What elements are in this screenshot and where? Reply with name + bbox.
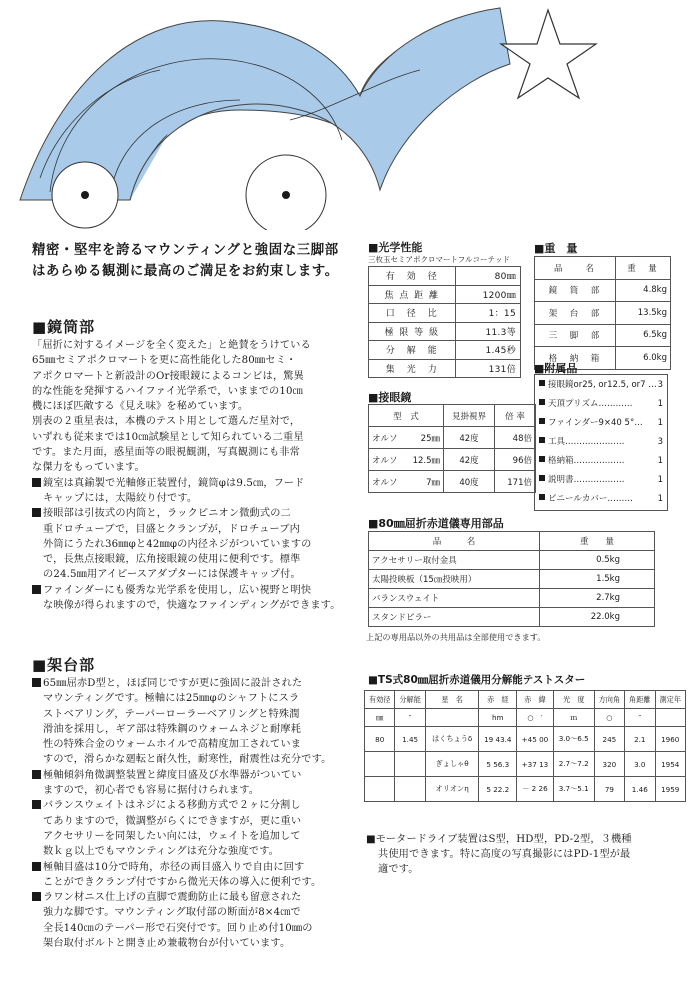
table-row: バランスウェイト 2.7kg [369, 589, 655, 608]
eyepiece-heading: ■接眼鏡 [368, 391, 412, 404]
test-stars-table [364, 690, 686, 802]
bullet-icon [32, 862, 41, 871]
bullet-item: ラワン材ニス仕上げの直脚で震動防止に最も留意された [32, 890, 331, 905]
weight-table [534, 256, 671, 370]
paragraph-line: です。また月面，惑星面等の眼視観測，写真観測にも非常 [32, 447, 300, 459]
bullet-item: 鏡室は真鍮製で光軸修正装置付，鏡筒φは9.5㎝，フード [32, 476, 341, 491]
table-row: オルソ 7㎜ 40度 171倍 [369, 471, 536, 493]
table-header-row: 品 名 重 量 [535, 257, 671, 280]
wheel-left-hub [81, 191, 89, 199]
table-row: スタンドピラー 22.0kg [369, 608, 655, 627]
parts-note: 上記の専用品以外の共用品は全部使用できます。 [366, 632, 546, 642]
hero-illustration [0, 0, 692, 230]
bullet-item: 65㎜屈赤D型と，ほぼ同じですが更に強固に設計された [32, 676, 331, 691]
table-row: オリオンη 5 22.2 － 2 26 3.7～5.1 79 1.46 1959 [365, 777, 686, 802]
bullet-icon [32, 800, 41, 809]
list-item: 格納箱……………… 1 [539, 452, 663, 471]
optics-heading: ■光学性能 [368, 241, 423, 254]
table-row: 80 1.45 はくちょうδ 19 43.4 +45 00 3.0～6.5 245 2.1 1960 [365, 727, 686, 752]
accessories-heading: ■附属品 [534, 362, 578, 375]
bullet-icon [539, 437, 545, 443]
test-stars-heading: ■TS式80㎜屈折赤道儀用分解能テストスター [368, 674, 586, 686]
paragraph-line: な傑力をもっています。 [32, 462, 145, 474]
paragraph-line: 機にほぼ匹敵する《見え味》を秘めています。 [32, 401, 249, 413]
weight-heading: ■重 量 [534, 242, 578, 255]
table-row: 焦 点 距 離 1200㎜ [369, 285, 521, 304]
parts-heading: ■80㎜屈折赤道儀専用部品 [368, 517, 504, 530]
table-row: 集 光 力 131倍 [369, 359, 521, 378]
table-row: 口 径 比 1：15 [369, 304, 521, 323]
paragraph-line: 「屈折に対するイメージを全く変えた」と絶賛をうけている [32, 340, 311, 351]
table-row: 架 台 部 13.5kg [535, 302, 671, 325]
table-row: オルソ 25㎜ 42度 48倍 [369, 427, 536, 449]
bullet-item: 極軸傾斜角微調整装置と緯度目盛及び水準器がついてい [32, 768, 331, 783]
list-item: ビニールカバー……… 1 [539, 490, 663, 509]
table-row: 太陽投映板（15㎝投映用） 1.5kg [369, 570, 655, 589]
bullet-item: 極軸目盛は10分で時角，赤径の両目盛入りで自由に回す [32, 860, 331, 875]
eyepiece-table [368, 404, 536, 493]
tagline-line: はあらゆる観測に最高のご満足をお約束します。 [32, 264, 339, 279]
bullet-item: ファインダーにも優秀な光学系を使用し，広い視野と明快 [32, 583, 341, 598]
table-row: 分 解 能 1.45秒 [369, 341, 521, 360]
table-header-row: 有効径 分解能 星 名 赤 経 赤 緯 光 度 方向角 角距離 測定年 [365, 691, 686, 709]
paragraph-line: いずれも従来までは10㎝試験星として知られている二重星 [32, 431, 304, 443]
parts-table [368, 531, 655, 627]
table-row: 有 効 径 80㎜ [369, 267, 521, 286]
table-row: 極 限 等 級 11.3等 [369, 322, 521, 341]
bullet-icon [539, 399, 545, 405]
bullet-icon [539, 418, 545, 424]
table-header-row: 型 式 見掛視界 倍 率 [369, 405, 536, 427]
bullet-icon [32, 892, 41, 901]
list-item: 接眼鏡or25, or12.5, or7 … 3 [539, 376, 663, 395]
table-row: 鏡 筒 部 4.8kg [535, 279, 671, 302]
paragraph-line: 65㎜セミアポクロマートを更に高性能化した80㎜セミ・ [32, 355, 297, 367]
motor-drive-note: ■モータードライブ装置はS型，HD型，PD-2型，３機種 共使用できます。特に高度の写真撮影にはPD-1型が最 適です。 [366, 834, 632, 875]
bullet-icon [539, 494, 545, 500]
list-item: 天頂プリズム………… 1 [539, 395, 663, 414]
bullet-icon [539, 456, 545, 462]
mount-section-heading: ■架台部 [32, 656, 96, 674]
list-item: ファインダー9×40 5°… 1 [539, 414, 663, 433]
table-row: 三 脚 部 6.5kg [535, 324, 671, 347]
bullet-icon [32, 770, 41, 779]
bullet-icon [32, 585, 41, 594]
table-row: アクセサリー取付金具 0.5kg [369, 551, 655, 570]
bullet-icon [539, 380, 545, 386]
optics-subtitle: 三枚玉セミアポクロマートフルコーテッド [368, 255, 510, 264]
bullet-icon [32, 478, 41, 487]
table-units-row: ㎜ ″ hm ○ ′ ｍ ○ ″ [365, 709, 686, 727]
list-item: 工具………………… 3 [539, 433, 663, 452]
table-header-row: 品 名 重 量 [369, 532, 655, 551]
bullet-icon [32, 508, 41, 517]
star-shape [501, 10, 596, 98]
paragraph-line: アポクロマートと新設計のOr接眼鏡によるコンビは，驚異 [32, 370, 304, 382]
optics-table [368, 266, 521, 378]
tagline [32, 240, 352, 282]
wheel-right-hub [282, 191, 290, 199]
bullet-icon [32, 678, 41, 687]
lens-section-body: 「屈折に対するイメージを全く変えた」と絶賛をうけている 65㎜セミアポクロマートを更に高性能化した80㎜セミ・ アポクロマートと新設計のOr接眼鏡によるコンビは，驚異 的な性能を発揮するハイファイ光学系で，いままでの10㎝ 機にほぼ匹敵する《見え味》を秘めています。 別表の２重星表は，本機のテスト用として選んだ星対で， いずれも従来までは10㎝試験星として知られている二重星 です。また月面，惑星面等の眼視観測，写真観測にも非常 な傑力をもっています。 鏡室は真鍮製で光軸修正装置付，鏡筒φは9.5㎝，フード キャップには，太陽絞り付です。 接眼部は引抜式の内筒と，ラックピニオン微動式の二 重ドロチューブで，目盛とクランプが，ドロチューブ内 外筒にうたれ36㎜φと42㎜φの内径ネジがついていますの で，長焦点接眼鏡，広角接眼鏡の使用に便利です。標準 の24.5㎜用アイピースアダプターには保護キャップ付。 ファインダーにも優秀な光学系を使用し，広い視野と明快 な映像が得られますので，快適なファインディングができます。 [32, 340, 341, 612]
bullet-item: 接眼部は引抜式の内筒と，ラックピニオン微動式の二 [32, 506, 341, 521]
bullet-icon [539, 475, 545, 481]
bullet-item: バランスウェイトはネジによる移動方式で２ヶに分割し [32, 798, 331, 813]
paragraph-line: 的な性能を発揮するハイファイ光学系で，いままでの10㎝ [32, 385, 303, 397]
list-item: 説明書……………… 1 [539, 471, 663, 490]
lens-section-heading: ■鏡筒部 [32, 318, 96, 336]
table-row: オルソ 12.5㎜ 42度 96倍 [369, 449, 536, 471]
accessories-list [534, 374, 668, 511]
table-row: ぎょしゃθ 5 56.3 +37 13 2.7～7.2 320 3.0 1954 [365, 752, 686, 777]
paragraph-line: 別表の２重星表は，本機のテスト用として選んだ星対で， [32, 416, 301, 428]
tagline-line: 精密・堅牢を誇るマウンティングと強固な三脚部 [32, 243, 339, 258]
table-row: 格 納 箱 6.0kg [535, 347, 671, 370]
mount-section-body: 65㎜屈赤D型と，ほぼ同じですが更に強固に設計された マウンティングです。極軸には25㎜φのシャフトにスラ ストベアリング，テーパーローラーベアリングと特殊潤 滑油を採用し，ギア部は特殊鋼のウォームネジと耐摩耗 性の特殊合金のウォームホイルで高精度加工されていま すので，滑らかな廻転と耐久性，耐寒性，耐震性は充分です。 極軸傾斜角微調整装置と緯度目盛及び水準器がついてい ますので，初心者でも容易に据付けられます。 バランスウェイトはネジによる移動方式で２ヶに分割し てありますので，微調整がらくにできますが，更に重い アクセサリーを同架したい向には，ウェイトを追加して 数ｋｇ以上でもマウンティングは充分な強度です。 極軸目盛は10分で時角，赤径の両目盛入りで自由に回す ことができクランプ付ですから微光天体の導入に便利です。 ラワン材ニス仕上げの直脚で震動防止に最も留意された 強力な脚です。マウンティング取付部の断面が8×4㎝で 全長140㎝のテーパー形で石突付です。回り止め付10㎜の 架台取付ボルトと開き止め兼載物台が付いています。 [32, 676, 331, 951]
